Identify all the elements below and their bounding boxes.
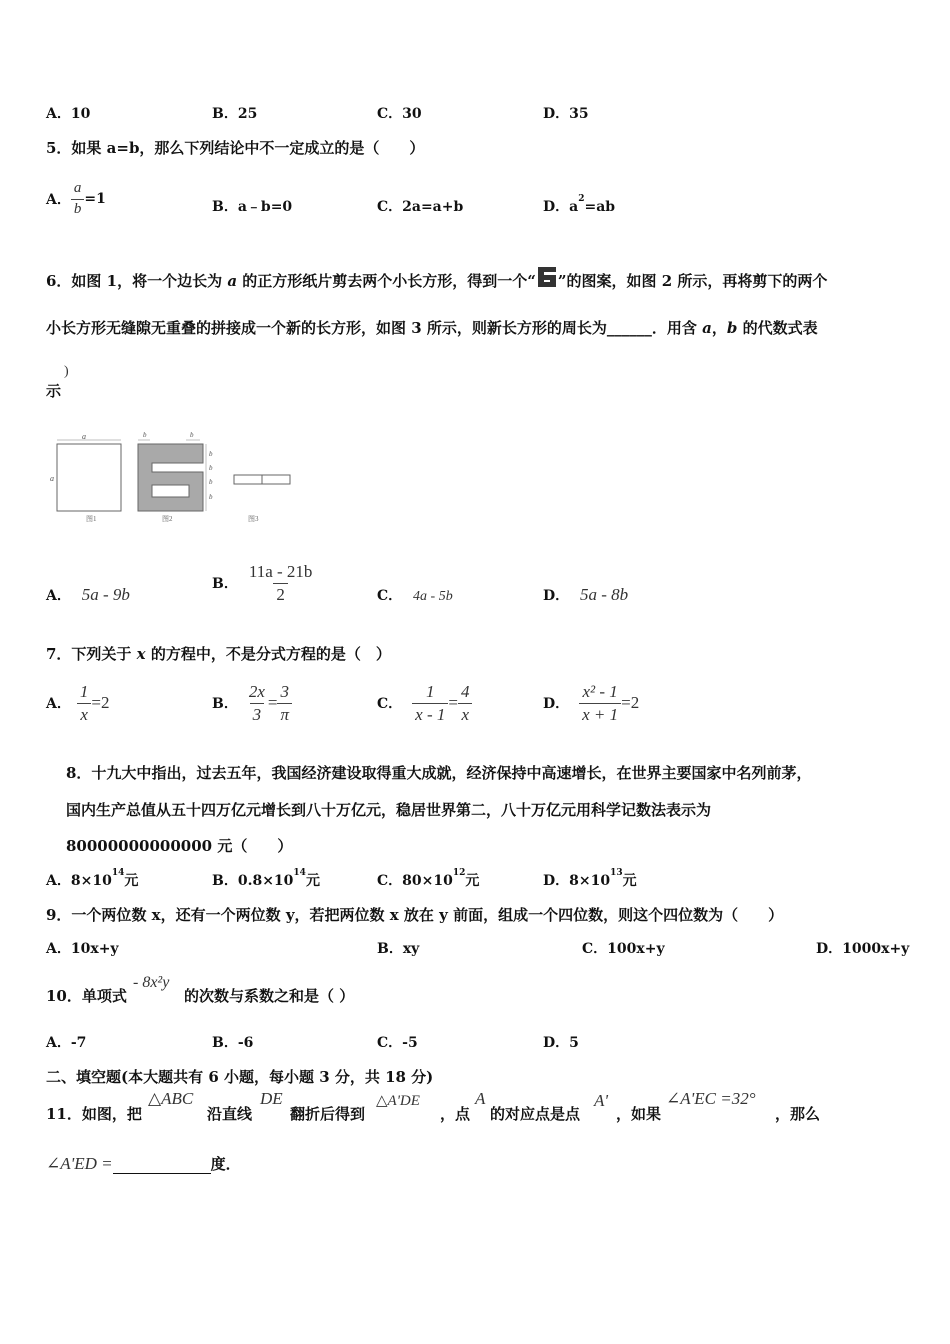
q11-line-2 — [46, 1153, 241, 1174]
q7-c-denominator-2: x — [458, 703, 472, 724]
q6-d-label: D． — [543, 588, 570, 604]
fig1-caption: 图1 — [86, 515, 97, 523]
q9-stem: 9．一个两位数 x，还有一个两位数 y，若把两位数 x 放在 y 前面，组成一个四位数，则这个四位数为（ ） — [46, 906, 784, 924]
q7-option-c — [377, 680, 472, 726]
q10-stem-pre: 10．单项式 — [46, 987, 127, 1005]
q8-line-2: 国内生产总值从五十四万亿元增长到八十万亿元，稳居世界第二，八十万亿元用科学记数法表示为 — [66, 801, 712, 819]
q5-d-tail: =ab — [584, 199, 616, 215]
q7-a-fraction — [77, 683, 92, 724]
q6-line2-var-b: b — [726, 319, 738, 337]
q7-option-a — [46, 680, 109, 726]
q8-line-1: 8．十九大中指出，过去五年，我国经济建设取得重大成就，经济保持中高速增长，在世界主要国家中名列前茅， — [66, 764, 812, 782]
q8-d-sup: 13 — [610, 868, 623, 878]
q11-answer-blank[interactable] — [113, 1157, 211, 1174]
q10-expression: - 8x²y — [133, 974, 170, 991]
q5-option-a — [46, 176, 106, 222]
q6-c-expr: 4a - 5b — [413, 589, 453, 604]
q8-option-c — [377, 870, 479, 890]
q8-a-post: 元 — [124, 873, 139, 889]
q7-a-denominator: x — [77, 703, 91, 724]
q10-option-d: D．5 — [543, 1035, 579, 1051]
q6-d-expr: 5a - 8b — [580, 585, 629, 604]
q6-b-numerator: 11a - 21b — [248, 561, 313, 581]
q5-option-b: B．a﹣b=0 — [212, 199, 293, 215]
q4-option-c: C．30 — [377, 106, 422, 122]
q7-stem-var: x — [136, 645, 146, 663]
q7-b-label: B． — [212, 696, 238, 712]
q11-text-3: 翻折后得到 — [290, 1105, 366, 1123]
q5-d-label: D．a — [543, 199, 579, 215]
q6-line2-comma: ， — [711, 319, 727, 337]
q7-b-fraction-1 — [246, 683, 268, 724]
figure-2 — [138, 431, 213, 523]
q7-stem-pre: 7．下列关于 — [46, 645, 137, 663]
q11-text-6: ，如果 — [616, 1105, 662, 1123]
q11-math-a-prime: A' — [594, 1091, 609, 1110]
six-shape-icon — [536, 266, 558, 288]
q7-d-label: D． — [543, 696, 570, 712]
q6-line1-var: a — [227, 272, 238, 290]
q10-option-a: A．-7 — [46, 1035, 87, 1051]
q6-line1-mid: 的正方形纸片剪去两个小长方形，得到一个“ — [237, 272, 536, 290]
fig2-label-b-top2: b — [190, 431, 194, 439]
q6-line1-post: ”的图案，如图 2 所示，再将剪下的两个 — [557, 272, 828, 290]
q5-option-c: C．2a=a+b — [377, 199, 464, 215]
q11-text-4: ，点 — [440, 1105, 471, 1123]
q7-a-numerator: 1 — [79, 681, 89, 701]
q8-d-pre: D．8×10 — [543, 873, 611, 889]
q6-option-a — [46, 585, 130, 605]
fig2-label-b-top1: b — [143, 431, 147, 439]
q6-option-b — [212, 558, 315, 608]
q7-c-numerator-1: 1 — [426, 681, 435, 701]
q7-b-denominator-1: 3 — [250, 703, 265, 724]
q11-text-7: ，那么 — [775, 1105, 821, 1123]
q9-option-a: A．10x+y — [46, 941, 119, 957]
q6-figure — [48, 426, 298, 526]
q4-option-a: A．10 — [46, 106, 91, 122]
q6-line-3: 示 — [46, 382, 62, 400]
q7-c-numerator-2: 4 — [460, 681, 470, 701]
q11-math-angle-aec: ∠A'EC =32° — [666, 1089, 756, 1108]
q8-option-b — [212, 870, 320, 890]
q7-b-denominator-2: π — [277, 703, 292, 724]
q6-line2-blank: ______ — [606, 319, 652, 337]
q7-d-fraction — [579, 683, 621, 724]
q11-math-angle-aed: ∠A'ED = — [46, 1154, 113, 1173]
figure-1 — [50, 432, 121, 523]
q6-line-2 — [46, 317, 818, 338]
q7-a-label: A． — [46, 696, 71, 712]
q8-b-pre: B．0.8×10 — [212, 873, 294, 889]
q5-stem: 5．如果 a=b，那么下列结论中不一定成立的是（ ） — [46, 139, 425, 157]
q8-b-post: 元 — [305, 873, 320, 889]
q11-math-de: DE — [260, 1089, 283, 1108]
q6-line-1 — [46, 266, 827, 291]
fig2-label-b-r4: b — [209, 493, 213, 501]
q6-line2-pre: 小长方形无缝隙无重叠的拼接成一个新的长方形，如图 3 所示，则新长方形的周长为 — [46, 319, 607, 337]
q8-c-post: 元 — [465, 873, 480, 889]
q5-a-numerator: a — [73, 179, 82, 196]
q6-c-label: C． — [377, 588, 403, 604]
q7-b-equals: = — [267, 693, 278, 712]
q7-stem-post: 的方程中，不是分式方程的是（ ） — [145, 645, 391, 663]
q11-text-5: 的对应点是点 — [490, 1105, 581, 1123]
q7-stem — [46, 643, 391, 664]
q5-a-denominator: b — [71, 199, 85, 218]
q11-math-a: A — [475, 1089, 486, 1108]
q6-option-c — [377, 585, 453, 605]
q8-option-a — [46, 870, 138, 890]
q8-d-post: 元 — [622, 873, 637, 889]
fig1-label-a: a — [82, 432, 86, 441]
q9-option-b: B．xy — [377, 941, 420, 957]
q7-option-b — [212, 680, 292, 726]
q8-c-pre: C．80×10 — [377, 873, 453, 889]
q6-a-expr: 5a - 9b — [81, 585, 130, 604]
q11-text-1: 11．如图，把 — [46, 1105, 142, 1123]
q4-option-b: B．25 — [212, 106, 258, 122]
q11-math-a-de: △A'DE — [376, 1093, 420, 1109]
q6-b-label: B． — [212, 576, 238, 592]
q7-c-fraction-2 — [458, 683, 473, 724]
q11-text-2: 沿直线 — [207, 1105, 253, 1123]
fig2-label-b-r1: b — [209, 450, 213, 458]
q8-c-sup: 12 — [452, 868, 466, 878]
q5-a-fraction — [71, 181, 85, 218]
q10-stem-post: 的次数与系数之和是（ ） — [184, 987, 355, 1005]
q6-line2-end: 的代数式表 — [737, 319, 818, 337]
q7-c-equals: = — [448, 693, 458, 712]
q6-b-denominator: 2 — [273, 583, 288, 604]
q6-line3-paren: ) — [64, 364, 69, 379]
q5-option-d — [543, 196, 615, 216]
q8-option-d — [543, 870, 637, 890]
q7-c-denominator-1: x - 1 — [412, 703, 448, 724]
fig3-caption: 图3 — [248, 515, 259, 523]
q6-line2-post: ．用含 — [651, 319, 703, 337]
section-2-title: 二、填空题(本大题共有 6 小题，每小题 3 分，共 18 分) — [46, 1068, 434, 1086]
q8-line-3: 80000000000000 元（ ） — [66, 837, 293, 855]
q6-line1-pre: 6．如图 1，将一个边长为 — [46, 272, 228, 290]
q7-b-fraction-2 — [277, 683, 292, 724]
q9-option-d: D．1000x+y — [816, 941, 910, 957]
figure-3 — [234, 475, 290, 523]
q7-a-rhs: =2 — [91, 693, 110, 712]
q6-line2-var-a: a — [702, 319, 712, 337]
q8-a-pre: A．8×10 — [46, 873, 112, 889]
q6-a-label: A． — [46, 588, 71, 604]
q8-b-sup: 14 — [293, 868, 306, 878]
q6-option-d — [543, 585, 628, 605]
q11-math-abc: △ABC — [148, 1089, 194, 1108]
q7-option-d — [543, 680, 639, 726]
q10-option-c: C．-5 — [377, 1035, 418, 1051]
fig2-label-b-r2: b — [209, 464, 213, 472]
q11-line2-end: 度． — [210, 1155, 241, 1173]
q7-b-numerator-1: 2x — [248, 681, 265, 701]
q6-b-fraction — [246, 563, 316, 604]
fig2-caption: 图2 — [162, 515, 173, 523]
q7-b-numerator-2: 3 — [280, 681, 289, 701]
q7-d-rhs: =2 — [621, 693, 640, 712]
q7-c-label: C． — [377, 696, 403, 712]
q5-a-label: A． — [46, 192, 71, 208]
fig2-label-b-r3: b — [209, 478, 213, 486]
q5-d-sup: 2 — [578, 194, 585, 204]
q7-c-fraction-1 — [412, 683, 448, 724]
q10-option-b: B．-6 — [212, 1035, 254, 1051]
q8-a-sup: 14 — [111, 868, 125, 878]
q4-option-d: D．35 — [543, 106, 589, 122]
fig1-label-a-side: a — [50, 474, 54, 483]
q9-option-c: C．100x+y — [582, 941, 665, 957]
q7-d-denominator: x + 1 — [579, 703, 621, 724]
q5-a-tail: =1 — [84, 191, 106, 207]
q7-d-numerator: x² - 1 — [582, 681, 618, 701]
